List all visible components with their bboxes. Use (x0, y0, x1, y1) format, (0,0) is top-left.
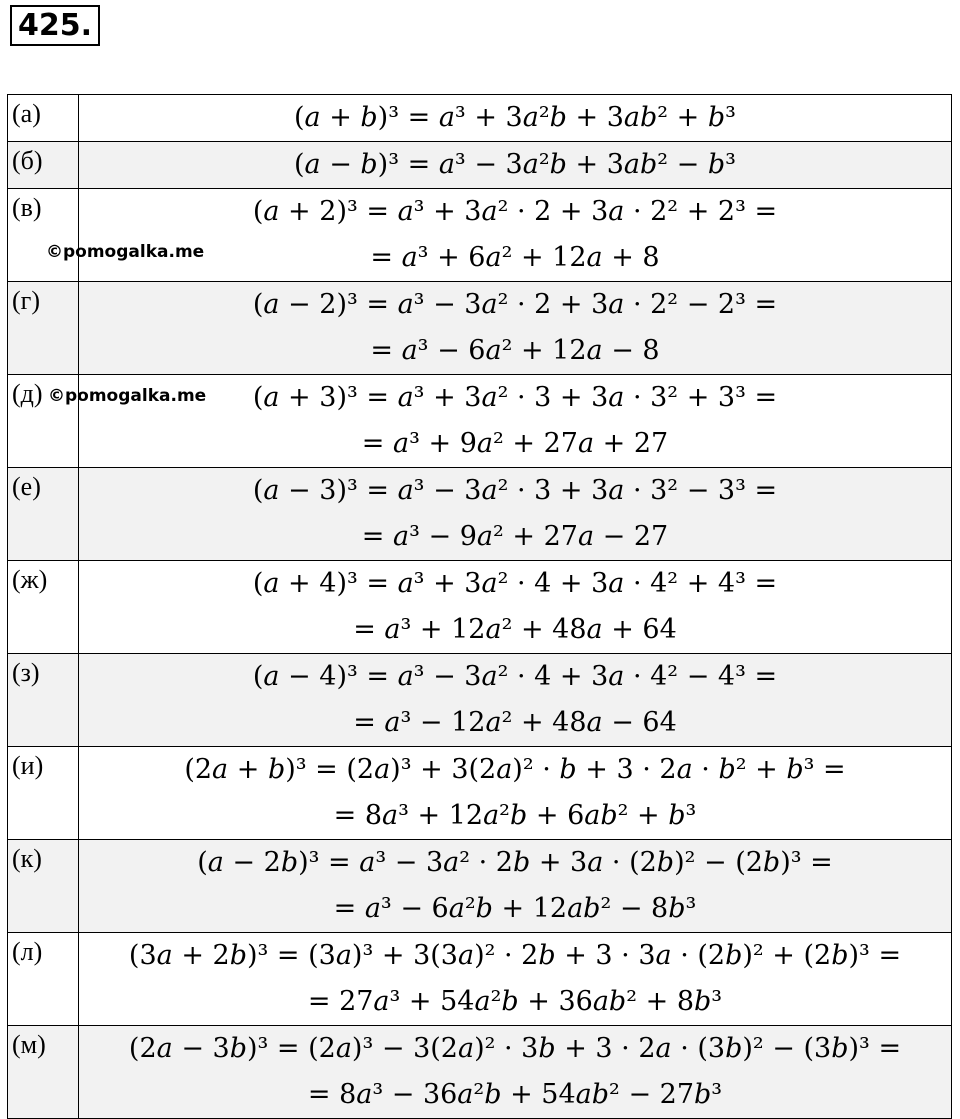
row-expression (79, 1026, 952, 1119)
table-row (8, 95, 952, 142)
row-expression (79, 282, 952, 375)
row-expression (79, 747, 952, 840)
expression-line: (3𝑎 + 2𝑏)³ = (3𝑎)³ + 3(3𝑎)² · 2𝑏 + 3 · 3𝑎 · (2𝑏)² + (2𝑏)³ = (128, 940, 902, 971)
row-label: (к) (8, 840, 79, 933)
row-label: (а) (8, 95, 79, 142)
row-label: (л) (8, 933, 79, 1026)
table-row (8, 142, 952, 189)
expression-line: (𝑎 − 4)³ = 𝑎³ − 3𝑎² · 4 + 3𝑎 · 4² − 4³ = (252, 661, 778, 692)
row-expression (79, 840, 952, 933)
row-label: (е) (8, 468, 79, 561)
expression-line: = 𝑎³ − 6𝑎²𝑏 + 12𝑎𝑏² − 8𝑏³ (333, 893, 697, 924)
table-row (8, 654, 952, 747)
expression-line: (𝑎 − 2𝑏)³ = 𝑎³ − 3𝑎² · 2𝑏 + 3𝑎 · (2𝑏)² − (2𝑏)³ = (197, 847, 833, 878)
expression-line: = 𝑎³ − 6𝑎² + 12𝑎 − 8 (370, 335, 660, 366)
row-label: (б) (8, 142, 79, 189)
table-row (8, 282, 952, 375)
row-label: (д) (8, 375, 79, 468)
row-expression (79, 468, 952, 561)
expression-line: (2𝑎 + 𝑏)³ = (2𝑎)³ + 3(2𝑎)² · 𝑏 + 3 · 2𝑎 · 𝑏² + 𝑏³ = (184, 754, 846, 785)
table-row (8, 1026, 952, 1119)
expression-line: = 8𝑎³ − 36𝑎²𝑏 + 54𝑎𝑏² − 27𝑏³ (307, 1079, 723, 1110)
table-row (8, 561, 952, 654)
table-row (8, 189, 952, 282)
expression-line: (2𝑎 − 3𝑏)³ = (2𝑎)³ − 3(2𝑎)² · 3𝑏 + 3 · 2𝑎 · (3𝑏)² − (3𝑏)³ = (128, 1033, 902, 1064)
expression-line: (𝑎 + 3)³ = 𝑎³ + 3𝑎² · 3 + 3𝑎 · 3² + 3³ = (252, 382, 778, 413)
table-row (8, 747, 952, 840)
problem-number: 425. (10, 5, 100, 46)
table-row (8, 468, 952, 561)
table-row (8, 933, 952, 1026)
row-expression (79, 375, 952, 468)
watermark: ©pomogalka.me (46, 242, 205, 262)
row-label: (и) (8, 747, 79, 840)
row-expression (79, 142, 952, 189)
row-expression (79, 189, 952, 282)
expression-line: (𝑎 − 𝑏)³ = 𝑎³ − 3𝑎²𝑏 + 3𝑎𝑏² − 𝑏³ (293, 149, 736, 180)
expression-line: (𝑎 + 2)³ = 𝑎³ + 3𝑎² · 2 + 3𝑎 · 2² + 2³ = (252, 196, 778, 227)
expression-line: = 27𝑎³ + 54𝑎²𝑏 + 36𝑎𝑏² + 8𝑏³ (307, 986, 723, 1017)
expression-line: (𝑎 − 3)³ = 𝑎³ − 3𝑎² · 3 + 3𝑎 · 3² − 3³ = (252, 475, 778, 506)
row-label: (в) (8, 189, 79, 282)
expression-line: (𝑎 − 2)³ = 𝑎³ − 3𝑎² · 2 + 3𝑎 · 2² − 2³ = (252, 289, 778, 320)
table-row (8, 840, 952, 933)
row-label: (г) (8, 282, 79, 375)
row-expression (79, 561, 952, 654)
row-label: (м) (8, 1026, 79, 1119)
expression-line: (𝑎 + 𝑏)³ = 𝑎³ + 3𝑎²𝑏 + 3𝑎𝑏² + 𝑏³ (293, 102, 736, 133)
expression-line: = 𝑎³ − 9𝑎² + 27𝑎 − 27 (361, 521, 669, 552)
row-expression (79, 654, 952, 747)
expression-line: (𝑎 + 4)³ = 𝑎³ + 3𝑎² · 4 + 3𝑎 · 4² + 4³ = (252, 568, 778, 599)
row-label: (з) (8, 654, 79, 747)
watermark: ©pomogalka.me (48, 386, 207, 406)
expression-line: = 8𝑎³ + 12𝑎²𝑏 + 6𝑎𝑏² + 𝑏³ (333, 800, 697, 831)
expression-line: = 𝑎³ + 12𝑎² + 48𝑎 + 64 (353, 614, 677, 645)
row-expression (79, 95, 952, 142)
row-label: (ж) (8, 561, 79, 654)
expression-line: = 𝑎³ + 6𝑎² + 12𝑎 + 8 (370, 242, 660, 273)
expression-line: = 𝑎³ − 12𝑎² + 48𝑎 − 64 (353, 707, 677, 738)
row-expression (79, 933, 952, 1026)
expression-line: = 𝑎³ + 9𝑎² + 27𝑎 + 27 (361, 428, 669, 459)
